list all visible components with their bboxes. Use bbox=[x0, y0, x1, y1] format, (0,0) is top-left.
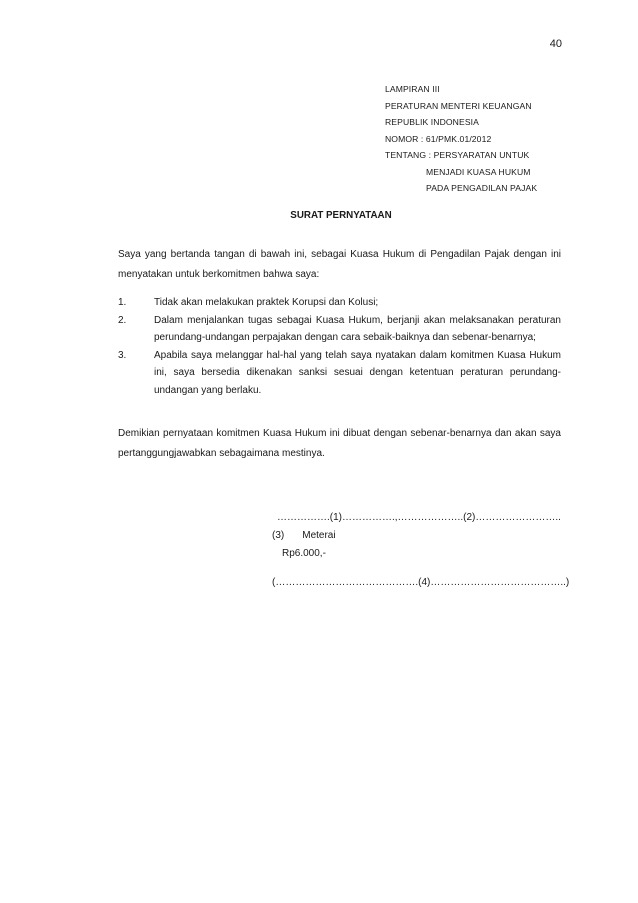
appendix-line: TENTANG : PERSYARATAN UNTUK bbox=[385, 150, 530, 160]
appendix-line: PADA PENGADILAN PAJAK bbox=[426, 183, 538, 193]
stamp-duty-label: Meterai bbox=[302, 530, 336, 541]
stamp-duty-amount: Rp6.000,- bbox=[282, 548, 326, 559]
list-item-number: 3. bbox=[118, 349, 127, 361]
list-item bbox=[118, 347, 561, 400]
stamp-duty-number: (3) bbox=[272, 530, 285, 541]
closing-paragraph: Demikian pernyataan komitmen Kuasa Hukum ini dibuat dengan sebenar-benarnya dan akan saya pertanggungjawabkan sebagaimana mestinya. bbox=[118, 428, 561, 459]
list-item-number: 1. bbox=[118, 297, 127, 308]
place-date-line: …………….(1)…………….,………………..(2)…………………….. bbox=[277, 512, 561, 523]
appendix-line: PERATURAN MENTERI KEUANGAN bbox=[385, 100, 532, 111]
stamp-duty-line bbox=[272, 530, 336, 541]
list-item-number: 2. bbox=[118, 314, 127, 326]
document-title bbox=[0, 210, 638, 221]
list-item bbox=[118, 294, 561, 312]
appendix-line: LAMPIRAN III bbox=[385, 84, 440, 94]
list-item bbox=[118, 312, 561, 347]
commitment-list bbox=[118, 294, 561, 399]
intro-paragraph: Saya yang bertanda tangan di bawah ini, sebagai Kuasa Hukum di Pengadilan Pajak dengan ini menyatakan untuk berkomitmen bahwa saya: bbox=[118, 249, 561, 280]
list-item-text: Apabila saya melanggar hal-hal yang telah saya nyatakan dalam komitmen Kuasa Hukum ini, saya bersedia dikenakan sanksi sesuai dengan ketentuan peraturan perundang-undangan yang berlaku. bbox=[154, 349, 561, 396]
list-item-text: Dalam menjalankan tugas sebagai Kuasa Hukum, berjanji akan melaksanakan peraturan perundang-undangan perpajakan dengan cara sebaik-baiknya dan sebenar-benarnya; bbox=[154, 314, 561, 343]
signer-name-line: (…………………………………….(4)…………………………………..) bbox=[272, 577, 570, 588]
document-title-text: SURAT PERNYATAAN bbox=[290, 210, 392, 221]
page-number: 40 bbox=[549, 38, 562, 50]
appendix-line: MENJADI KUASA HUKUM bbox=[426, 166, 531, 177]
appendix-line: NOMOR : 61/PMK.01/2012 bbox=[385, 133, 492, 144]
appendix-header bbox=[385, 81, 537, 197]
appendix-line: REPUBLIK INDONESIA bbox=[385, 117, 479, 127]
list-item-text: Tidak akan melakukan praktek Korupsi dan Kolusi; bbox=[154, 297, 379, 308]
